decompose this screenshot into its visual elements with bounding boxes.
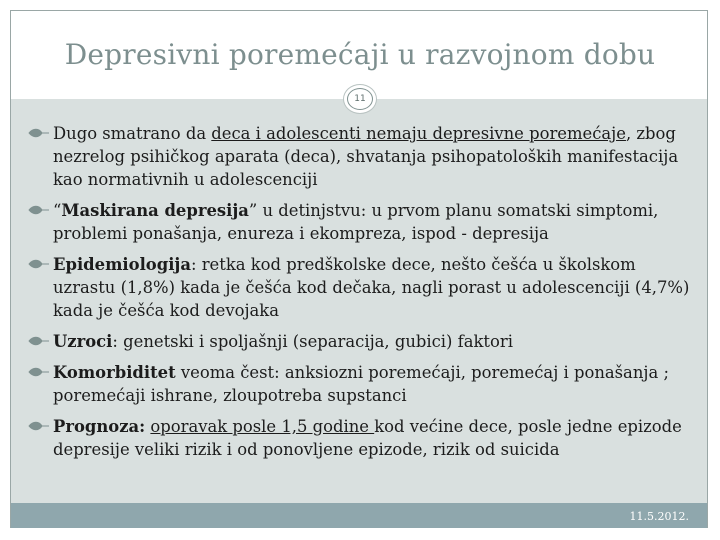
bullet-text: ” u detinjstvu: u prvom planu somatski simptomi, problemi ponašanja, enureza i ekompreza, ispod - depresija	[53, 201, 659, 243]
bullet-item	[28, 199, 700, 245]
bullet-bold-text: Prognoza:	[53, 417, 146, 436]
bullet-bold-text: Maskirana depresija	[61, 201, 249, 220]
bullet-text: veoma čest: anksiozni poremećaji, poremećaj i ponašanja ; poremećaji ishrane, zloupotreba supstanci	[53, 363, 669, 405]
bullet-text: “	[53, 201, 62, 220]
page-number: 11	[347, 88, 373, 110]
fleuron-bullet-icon	[28, 420, 50, 432]
fleuron-bullet-icon	[28, 204, 50, 216]
bullet-text: Dugo smatrano da	[53, 124, 212, 143]
bullet-bold-text: Uzroci	[53, 332, 113, 351]
bullet-bold-text: Epidemiologija	[53, 255, 191, 274]
fleuron-bullet-icon	[28, 127, 50, 139]
page-number-badge	[343, 84, 377, 114]
bullet-bold-text: Komorbiditet	[53, 363, 176, 382]
bullet-underlined-text: deca i adolescenti nemaju depresivne poremećaje	[211, 124, 626, 143]
footer-bar	[11, 503, 707, 528]
slide-title: Depresivni poremećaji u razvojnom dobu	[64, 38, 656, 71]
bullet-underlined-text: oporavak posle 1,5 godine	[150, 417, 375, 436]
bullet-text: : genetski i spoljašnji (separacija, gubici) faktori	[112, 332, 513, 351]
bullet-text: : retka kod predškolske dece, nešto češća u školskom uzrastu (1,8%) kada je češća kod dečaka, nagli porast u adolescenciji (4,7%) kada je češća kod devojaka	[53, 255, 690, 320]
bullet-item	[28, 253, 700, 322]
fleuron-bullet-icon	[28, 258, 50, 270]
fleuron-bullet-icon	[28, 366, 50, 378]
bullet-text: kod većine dece, posle jedne epizode depresije veliki rizik i od ponovljene epizode, rizik od suicida	[53, 417, 682, 459]
bullet-item	[28, 330, 700, 353]
bullet-item	[28, 361, 700, 407]
bullet-list	[28, 122, 700, 469]
bullet-item	[28, 122, 700, 191]
fleuron-bullet-icon	[28, 335, 50, 347]
slide-date: 11.5.2012.	[629, 510, 689, 523]
bullet-text: , zbog nezrelog psihičkog aparata (deca), shvatanja psihopatoloških manifestacija kao normativnih u adolescenciji	[53, 124, 679, 189]
bullet-item	[28, 415, 700, 461]
